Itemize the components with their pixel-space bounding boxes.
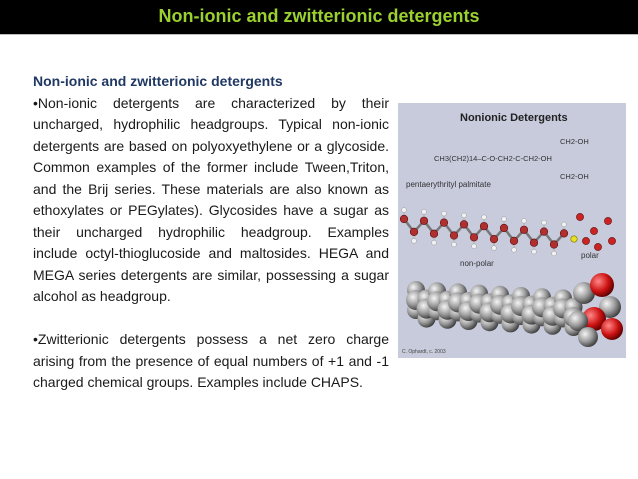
- molecule-chain: [400, 208, 615, 256]
- carbon-atom: [470, 234, 478, 242]
- hydrogen-atom: [422, 209, 427, 214]
- hydrogen-atom: [472, 244, 477, 249]
- carbon-atom: [520, 226, 528, 234]
- formula-top: CH2-OH: [560, 137, 589, 146]
- hydrogen-atom: [512, 248, 517, 253]
- body-text: [33, 71, 389, 394]
- title-bar: [0, 0, 638, 34]
- hydrogen-atom: [442, 211, 447, 216]
- title-divider: [0, 34, 638, 35]
- hydrogen-atom: [562, 222, 567, 227]
- oxygen-atom: [608, 237, 615, 244]
- carbon-atom: [460, 221, 468, 229]
- slide-title: Non-ionic and zwitterionic detergents: [158, 6, 480, 26]
- hydrogen-atom: [552, 251, 557, 256]
- formula-main: CH3(CH2)14–C-O-CH2-C-CH2-OH: [434, 154, 552, 163]
- ester-atom: [571, 236, 577, 242]
- carbon-atom: [560, 230, 568, 238]
- space-filling-chain: [406, 273, 623, 347]
- hydrogen-atom: [412, 239, 417, 244]
- oxygen-atom: [590, 227, 597, 234]
- hydrogen-atom: [522, 218, 527, 223]
- oxygen-atom: [604, 217, 611, 224]
- nonionic-detergent-figure: [398, 103, 626, 358]
- carbon-atom: [510, 237, 518, 245]
- carbon-sphere: [578, 327, 598, 347]
- carbon-atom: [420, 217, 428, 225]
- carbon-atom: [430, 230, 438, 238]
- carbon-atom: [450, 232, 458, 240]
- hydrogen-atom: [542, 220, 547, 225]
- hydrogen-atom: [402, 208, 407, 213]
- figure-credit: C. Ophardt, c. 2003: [402, 349, 446, 355]
- paragraph-spacer: [33, 308, 389, 330]
- carbon-atom: [410, 228, 418, 236]
- carbon-atom: [550, 241, 558, 249]
- hydrogen-atom: [532, 249, 537, 254]
- paragraph-zwitterionic: •Zwitterionic detergents possess a net zero charge arising from the presence of equal numbers of +1 and -1 charged chemical groups. Examples include CHAPS.: [33, 331, 389, 390]
- formula-bottom: CH2-OH: [560, 172, 589, 181]
- oxygen-sphere: [601, 318, 623, 340]
- oxygen-sphere: [590, 273, 614, 297]
- carbon-atom: [530, 239, 538, 247]
- hydrogen-atom: [482, 215, 487, 220]
- hydrogen-atom: [432, 240, 437, 245]
- oxygen-atom: [582, 237, 589, 244]
- label-nonpolar: non-polar: [460, 259, 494, 268]
- compound-name: pentaerythrityl palmitate: [406, 180, 491, 189]
- carbon-atom: [540, 228, 548, 236]
- paragraph-nonionic: •Non-ionic detergents are characterized by their uncharged, hydrophilic headgroups. Typical non-ionic detergents are based on polyoxyethylene or a glycoside. Common examples of the former include Tween,Triton, and the Brij series. These materials are also known as ethoxylates or PEGylates). Glycosides have a sugar as their uncharged hydrophilic headgroup. Examples include octyl-thioglucoside and maltosides. HEGA and MEGA series detergents are similar, possessing a sugar alcohol as headgroup.: [33, 94, 389, 304]
- label-polar: polar: [581, 251, 599, 260]
- space-filling-model: [398, 263, 626, 353]
- carbon-atom: [440, 219, 448, 227]
- carbon-atom: [400, 215, 408, 223]
- hydrogen-atom: [462, 213, 467, 218]
- carbon-atom: [500, 224, 508, 232]
- content-heading: Non-ionic and zwitterionic detergents: [33, 73, 283, 89]
- carbon-atom: [490, 235, 498, 243]
- figure-title: Nonionic Detergents: [460, 112, 568, 124]
- hydrogen-atom: [492, 246, 497, 251]
- oxygen-atom: [594, 243, 601, 250]
- hydrogen-atom: [502, 217, 507, 222]
- carbon-atom: [480, 222, 488, 230]
- hydrogen-atom: [452, 242, 457, 247]
- oxygen-atom: [576, 213, 583, 220]
